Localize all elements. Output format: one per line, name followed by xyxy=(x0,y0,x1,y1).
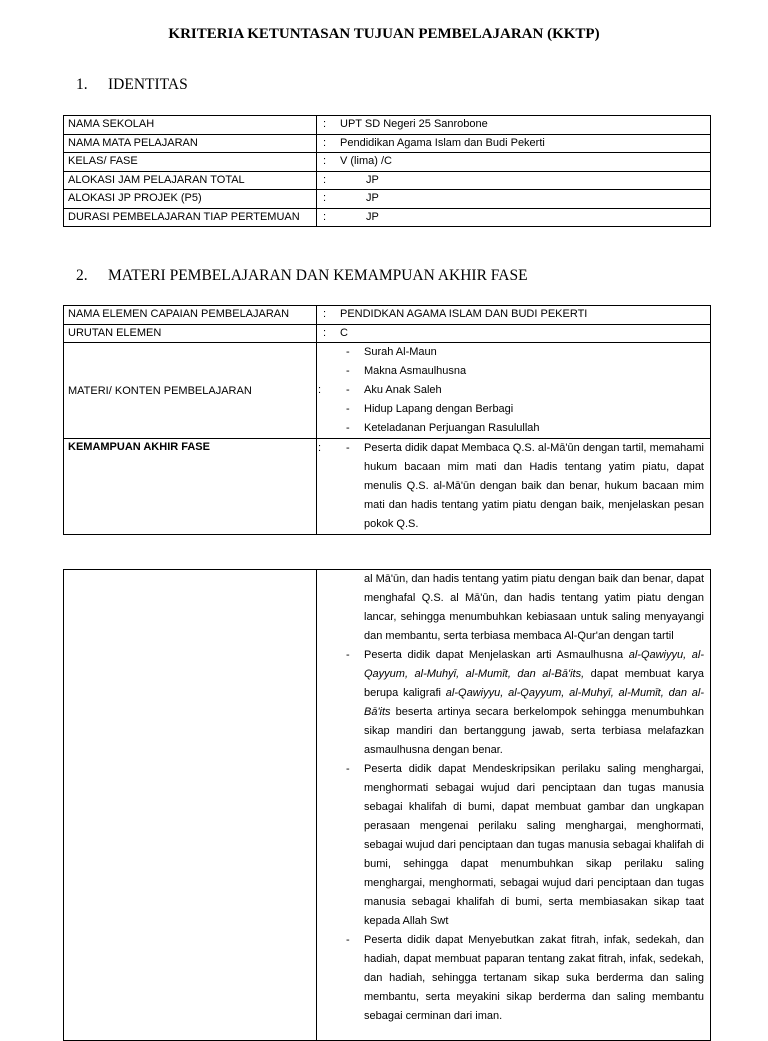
konten-item: Hidup Lapang dengan Berbagi xyxy=(364,403,514,415)
identity-value-cell xyxy=(317,116,711,135)
colon: : xyxy=(318,384,322,396)
text-segment: dapat membuat karya berupa kaligrafi xyxy=(364,668,704,699)
bullet-dash: - xyxy=(346,384,350,396)
bullet-dash: - xyxy=(346,365,350,377)
konten-item: Surah Al-Maun xyxy=(364,346,437,358)
identity-value: JP xyxy=(366,210,379,223)
list-item xyxy=(318,381,706,400)
table-row xyxy=(64,171,711,190)
table-row xyxy=(64,208,711,227)
table-row xyxy=(64,570,711,1041)
list-item xyxy=(321,419,706,438)
list-item xyxy=(321,931,706,1026)
bullet-dash: - xyxy=(346,422,350,434)
konten-item: Aku Anak Saleh xyxy=(364,384,442,396)
table-row xyxy=(64,439,711,535)
identity-value-cell xyxy=(317,134,711,153)
identity-value: UPT SD Negeri 25 Sanrobone xyxy=(340,118,488,130)
colon: : xyxy=(323,192,327,204)
colon: : xyxy=(323,326,327,339)
section-title: MATERI PEMBELAJARAN DAN KEMAMPUAN AKHIR FASE xyxy=(108,267,528,284)
identity-label: ALOKASI JAM PELAJARAN TOTAL xyxy=(64,171,317,190)
bullet-dash: - xyxy=(346,649,350,661)
urutan-label: URUTAN ELEMEN xyxy=(64,324,317,343)
continuation-cell xyxy=(317,570,711,1041)
list-item xyxy=(318,439,706,534)
konten-value-cell xyxy=(317,343,711,439)
urutan-value: C xyxy=(340,326,348,339)
colon: : xyxy=(323,173,327,186)
list-item xyxy=(321,646,706,760)
table-row xyxy=(64,134,711,153)
colon: : xyxy=(323,308,327,320)
elemen-label: NAMA ELEMEN CAPAIAN PEMBELAJARAN xyxy=(64,306,317,325)
kaf-label: KEMAMPUAN AKHIR FASE xyxy=(64,439,317,535)
identity-value-cell xyxy=(317,190,711,209)
bullet-dash: - xyxy=(346,403,350,415)
section-heading-identitas xyxy=(76,76,188,94)
list-item xyxy=(321,343,706,362)
section-heading-materi xyxy=(76,267,528,285)
text-segment-italic: al-Qawiyyu, al-Qayyum, al-Muhyī, al-Mumīt, dan al-Bā'its, xyxy=(364,649,704,680)
kaf-item-text: Peserta didik dapat Membaca Q.S. al-Mā'ūn dengan tartil, memahami hukum bacaan mim mati dan Hadis tentang yatim piatu, dapat menulis Q.S. al-Mā'ūn dengan baik dan benar, hukum bacaan mim mati dan hadis tentang yatim piatu dengan baik, menjelaskan pesan pokok Q.S. xyxy=(364,442,704,530)
kaf-item-text: Peserta didik dapat Menyebutkan zakat fitrah, infak, sedekah, dan hadiah, dapat membuat paparan tentang zakat fitrah, infak, sedekah, dan hadiah, sehingga tertanam sikap suka berderma dan saling membantu, serta meyakini sikap berderma dan saling membantu sebagai cerminan dari iman. xyxy=(364,934,704,1022)
identity-label: ALOKASI JP PROJEK (P5) xyxy=(64,190,317,209)
kaf-item-text xyxy=(364,649,704,756)
list-item xyxy=(321,400,706,419)
identity-label: KELAS/ FASE xyxy=(64,153,317,172)
konten-item: Keteladanan Perjuangan Rasulullah xyxy=(364,422,540,434)
identity-label: NAMA MATA PELAJARAN xyxy=(64,134,317,153)
colon: : xyxy=(323,155,327,167)
section-number: 1. xyxy=(76,76,88,93)
bullet-dash: - xyxy=(346,763,350,775)
table-row xyxy=(64,343,711,439)
konten-label: MATERI/ KONTEN PEMBELAJARAN xyxy=(64,343,317,439)
identity-table xyxy=(63,115,711,227)
materi-table xyxy=(63,305,711,535)
elemen-value-cell xyxy=(317,306,711,325)
document-title: KRITERIA KETUNTASAN TUJUAN PEMBELAJARAN (KKTP) xyxy=(168,26,600,42)
identity-value-cell xyxy=(317,171,711,190)
text-segment: Peserta didik dapat Menjelaskan arti Asmaulhusna xyxy=(364,649,629,661)
colon: : xyxy=(323,136,327,149)
text-segment: beserta artinya secara berkelompok sehingga menumbuhkan sikap mandiri dan bertanggung jawab, serta terbiasa melafazkan asmaulhusna dengan benar. xyxy=(364,706,704,756)
list-item xyxy=(321,760,706,931)
kaf-value-cell xyxy=(317,439,711,535)
konten-item: Makna Asmaulhusna xyxy=(364,365,467,377)
identity-value: JP xyxy=(366,173,379,186)
kaf-list xyxy=(318,439,706,534)
list-item xyxy=(321,362,706,381)
identity-label: DURASI PEMBELAJARAN TIAP PERTEMUAN xyxy=(64,208,317,227)
identity-value: Pendidikan Agama Islam dan Budi Pekerti xyxy=(340,136,545,149)
kaf-item-continuation: al Mā'ūn, dan hadis tentang yatim piatu dengan baik dan benar, dapat menghafal Q.S. al Mā'ūn, dan hadis tentang yatim piatu dengan lancar, sehingga menumbuhkan kebiasaan untuk saling menyayangi dan membantu, serta terbiasa membaca Al-Qur'an dengan tartil xyxy=(364,573,704,642)
identity-value: V (lima) /C xyxy=(340,155,392,167)
konten-list xyxy=(318,343,706,438)
elemen-value: PENDIDKAN AGAMA ISLAM DAN BUDI PEKERTI xyxy=(340,308,588,320)
continuation-table xyxy=(63,569,711,1041)
urutan-value-cell xyxy=(317,324,711,343)
bullet-dash: - xyxy=(346,934,350,946)
colon: : xyxy=(323,210,327,223)
colon: : xyxy=(323,118,327,130)
bullet-dash: - xyxy=(346,442,350,454)
identity-value: JP xyxy=(366,192,379,204)
kaf-item-text: Peserta didik dapat Mendeskripsikan perilaku saling menghargai, menghormati sebagai wujud dari penciptaan dan tugas manusia sebagai khalifah di bumi, dapat membuat gambar dan ungkapan perasaan mengenai perilaku saling menghargai, menghormati, sebagai wujud dari penciptaan dan tugas manusia sebagai khalifah di bumi, sehingga dapat menumbuhkan sikap perilaku saling menghargai, menghormati, sebagai wujud dari penciptaan dan tugas manusia sebagai khalifah di bumi, serta membiasakan sikap taat kepada Allah Swt xyxy=(364,763,704,927)
colon: : xyxy=(318,442,322,454)
bullet-dash: - xyxy=(346,346,350,358)
table-row xyxy=(64,116,711,135)
empty-label-cell xyxy=(64,570,317,1041)
kaf-list-continued xyxy=(321,646,706,1026)
text-segment-italic: al-Qawiyyu, al-Qayyum, al-Muhyī, al-Mumīt, dan al-Bā'its xyxy=(364,687,704,718)
identity-value-cell xyxy=(317,153,711,172)
identity-value-cell xyxy=(317,208,711,227)
table-row xyxy=(64,306,711,325)
section-number: 2. xyxy=(76,267,88,284)
table-row xyxy=(64,324,711,343)
table-row xyxy=(64,153,711,172)
table-row xyxy=(64,190,711,209)
identity-label: NAMA SEKOLAH xyxy=(64,116,317,135)
section-title: IDENTITAS xyxy=(108,76,188,93)
